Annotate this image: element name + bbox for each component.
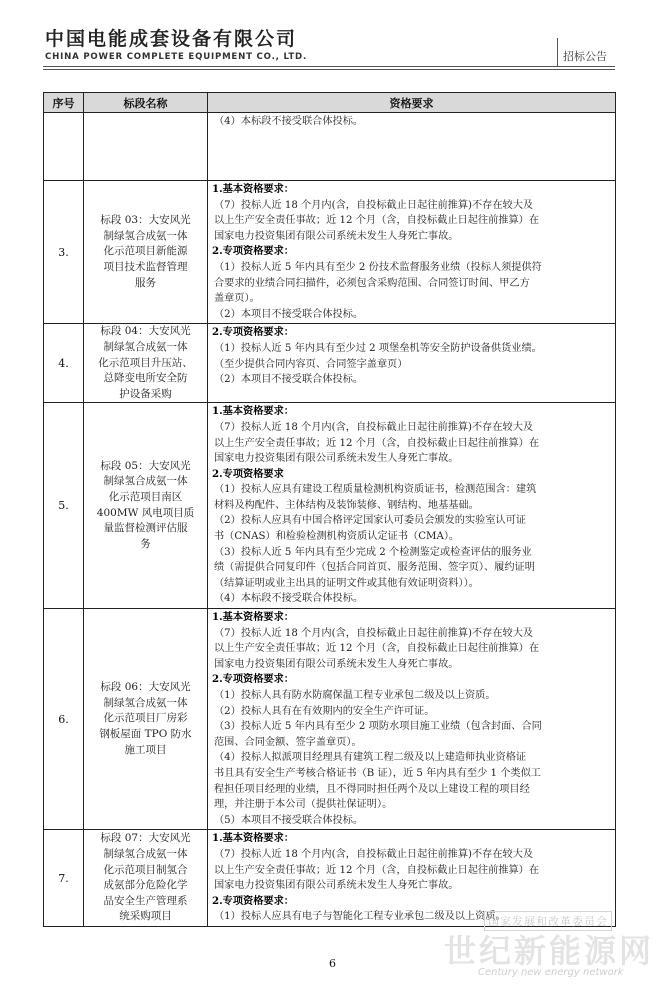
requirement-heading: 2.专项资格要求： — [212, 673, 294, 686]
requirements — [208, 181, 616, 324]
requirement-line: 国家电力投资集团有限公司系统未发生人身死亡事故。 — [214, 453, 459, 465]
watermark-tagline: Century new energy network — [478, 967, 624, 978]
watermark-logo: 世纪新能源网 — [444, 932, 655, 970]
requirement-line: 理，并注册于本公司（提供社保证明）。 — [214, 799, 393, 811]
lot-name-line: 化示范项目南区 — [108, 491, 183, 504]
requirement-line: 国家电力投资集团有限公司系统未发生人身死亡事故。 — [214, 230, 459, 242]
lot-name-line: 量监督检测评估服 — [103, 522, 188, 535]
lot-name-line: 务 — [140, 537, 151, 550]
requirement-line: 程担任项目经理的业绩，且不得同时担任两个及以上建设工程的项目经 — [214, 783, 530, 795]
lot-name-line: 制绿氢合成氨一体 — [103, 475, 188, 488]
requirement-line: （1）投标人应具有电子与智能化工程专业承包二级及以上资质。 — [214, 911, 506, 923]
requirement-line: （2）本项目不接受联合体投标。 — [214, 308, 364, 320]
document-type: 招标公告 — [563, 50, 607, 63]
requirement-line: （3）投标人近 5 年内具有至少完成 2 个检测鉴定或检查评估的服务业 — [214, 546, 532, 558]
lot-name-line: 标段 07：大安风光 — [100, 832, 191, 845]
requirement-line: （4）投标人拟派项目经理具有建筑工程二级及以上建造师执业资格证 — [214, 752, 527, 764]
lot-name-line: 标段 04：大安风光 — [100, 325, 191, 338]
lot-name-line: 成氨部分危险化学 — [103, 879, 188, 892]
header-divider — [557, 38, 558, 66]
lot-name — [84, 403, 208, 609]
table-row — [44, 609, 616, 830]
lot-name-line: 护设备采购 — [119, 387, 172, 400]
requirement-line: 以上生产安全责任事故；近 12 个月（含，自投标截止日起往前推算）在 — [214, 437, 540, 449]
requirement-heading: 2.专项资格要求： — [212, 326, 294, 339]
requirement-heading: 2.专项资格要求： — [212, 245, 294, 258]
requirement-line: （2）投标人具有在有效期内的安全生产许可证。 — [214, 705, 435, 717]
requirement-line: 以上生产安全责任事故；近 12 个月（含，自投标截止日起往前推算）在 — [214, 215, 540, 227]
lot-name-line: 制绿氢合成氨一体 — [103, 847, 188, 860]
requirement-heading: 1.基本资格要求： — [212, 832, 294, 845]
requirements — [208, 324, 616, 403]
lot-name-line: 品安全生产管理系 — [103, 894, 188, 907]
lot-name-line: 制绿氢合成氨一体 — [103, 340, 188, 353]
header-rule — [43, 69, 615, 70]
requirements — [208, 403, 616, 609]
requirement-line: （2）投标人应具有中国合格评定国家认可委员会颁发的实验室认可证 — [214, 515, 527, 527]
table-row — [44, 324, 616, 403]
requirement-line: 以上生产安全责任事故；近 12 个月（含，自投标截止日起往前推算）在 — [214, 864, 540, 876]
requirement-line: 书且具有安全生产考核合格证书（B 证），近 5 年内具有至少 1 个类似工 — [214, 767, 541, 779]
requirement-heading: 1.基本资格要求： — [212, 611, 294, 624]
requirement-heading: 2.专项资格要求： — [212, 894, 294, 907]
requirement-line: （7）投标人近 18 个月内(含，自投标截止日起往前推算)不存在较大及 — [214, 627, 534, 639]
requirement-line: 国家电力投资集团有限公司系统未发生人身死亡事故。 — [214, 658, 459, 670]
row-number — [44, 113, 84, 181]
page-number: 6 — [329, 957, 336, 970]
requirement-line: （7）投标人近 18 个月内(含，自投标截止日起往前推算)不存在较大及 — [214, 848, 534, 860]
lot-name-line: 化示范项目厂房彩 — [103, 712, 188, 725]
watermark-stamp: 国家发展和改革委员会 — [484, 911, 612, 931]
requirement-heading: 2.专项资格要求 — [212, 467, 284, 480]
requirement-line: （4）本标段不接受联合体投标。 — [214, 593, 364, 605]
lot-name-line: 化示范项目升压站、 — [98, 356, 193, 369]
requirement-line: 合要求的业绩合同扫描件，必须包含采购范围、合同签订时间、甲乙方 — [214, 277, 530, 289]
lot-name-line: 服务 — [135, 276, 156, 289]
lot-name — [84, 324, 208, 403]
lot-name-line: 标段 06：大安风光 — [100, 681, 191, 694]
requirement-line: （1）投标人具有防水防腐保温工程专业承包二级及以上资质。 — [214, 690, 496, 701]
requirement-line: 盖章页）。 — [214, 293, 260, 305]
requirement-line: （结算证明或业主出具的证明文件或其他有效证明资料））。 — [214, 577, 479, 589]
row-number: 7. — [44, 830, 84, 927]
row-number: 5. — [44, 403, 84, 609]
qualification-table — [43, 92, 616, 927]
lot-name-line: 制绿氢合成氨一体 — [103, 229, 188, 242]
lot-name-line: 项目技术监督管理 — [103, 260, 188, 273]
company-logo — [45, 28, 307, 63]
lot-name — [84, 609, 208, 830]
requirement-line: 材料及构配件、主体结构及装饰装修、钢结构、地基基础。 — [214, 499, 479, 511]
requirement-line: （4）本标段不接受联合体投标。 — [214, 116, 364, 127]
requirement-line: 范围、合同金额、签字盖章页）。 — [214, 736, 362, 748]
lot-name-line: 制绿氢合成氨一体 — [103, 696, 188, 709]
lot-name-line: 标段 03：大安风光 — [100, 214, 191, 227]
requirement-line: （至少提供合同内容页、合同签字盖章页） — [214, 358, 408, 370]
lot-name-line: 400MW 风电项目质 — [96, 506, 195, 519]
column-header-number: 序号 — [44, 93, 84, 113]
lot-name — [84, 113, 208, 181]
row-number: 6. — [44, 609, 84, 830]
column-header-lot-name: 标段名称 — [84, 93, 208, 113]
company-name-en: CHINA POWER COMPLETE EQUIPMENT CO., LTD. — [45, 52, 308, 62]
company-name-cn: 中国电能成套设备有限公司 — [45, 28, 298, 50]
requirement-line: （3）投标人近 5 年内具有至少 2 项防水项目施工业绩（包含封面、合同 — [214, 721, 542, 733]
lot-name-line: 标段 05：大安风光 — [100, 459, 191, 472]
lot-name-line: 施工项目 — [124, 743, 167, 756]
requirement-line: （1）投标人应具有建设工程质量检测机构资质证书，检测范围含：建筑 — [214, 484, 537, 496]
lot-name-line: 总降变电所安全防 — [103, 372, 188, 385]
table-row — [44, 403, 616, 609]
requirement-line: 以上生产安全责任事故；近 12 个月（含，自投标截止日起往前推算）在 — [214, 643, 540, 655]
requirement-line: 国家电力投资集团有限公司系统未发生人身死亡事故。 — [214, 880, 459, 892]
column-header-requirements: 资格要求 — [208, 93, 616, 113]
requirement-line: 书（CNAS）和检验检测机构资质认定证书（CMA）。 — [214, 531, 460, 543]
lot-name — [84, 181, 208, 324]
requirement-heading: 1.基本资格要求： — [212, 183, 294, 195]
lot-name-line: 统采购项目 — [119, 910, 172, 923]
lot-name-line: 化示范项目制氢合 — [103, 863, 188, 876]
header-rule — [43, 66, 615, 67]
lot-name-line: 化示范项目新能源 — [103, 245, 188, 258]
requirement-line: （7）投标人近 18 个月内(含，自投标截止日起往前推算)不存在较大及 — [214, 199, 534, 211]
table-header-row — [44, 93, 616, 113]
requirement-heading: 1.基本资格要求： — [212, 405, 294, 418]
table-row — [44, 113, 616, 181]
requirement-line: （1）投标人近 5 年内具有至少过 2 项堡垒机等安全防护设备供货业绩。 — [214, 342, 542, 354]
requirement-line: （1）投标人近 5 年内具有至少 2 份技术监督服务业绩（投标人须提供符 — [214, 261, 542, 273]
requirement-line: （5）本项目不接受联合体投标。 — [214, 814, 364, 826]
requirement-line: （7）投标人近 18 个月内(含，自投标截止日起往前推算)不存在较大及 — [214, 421, 534, 433]
requirement-line: 绩（需提供合同复印件（包括合同首页、服务范围、签字页）、履约证明 — [214, 562, 535, 574]
requirements — [208, 609, 616, 830]
requirements — [208, 113, 616, 181]
lot-name — [84, 830, 208, 927]
lot-name-line: 钢板屋面 TPO 防水 — [99, 727, 192, 740]
row-number: 4. — [44, 324, 84, 403]
row-number: 3. — [44, 181, 84, 324]
table-row — [44, 181, 616, 324]
requirement-line: （2）本项目不接受联合体投标。 — [214, 374, 364, 386]
